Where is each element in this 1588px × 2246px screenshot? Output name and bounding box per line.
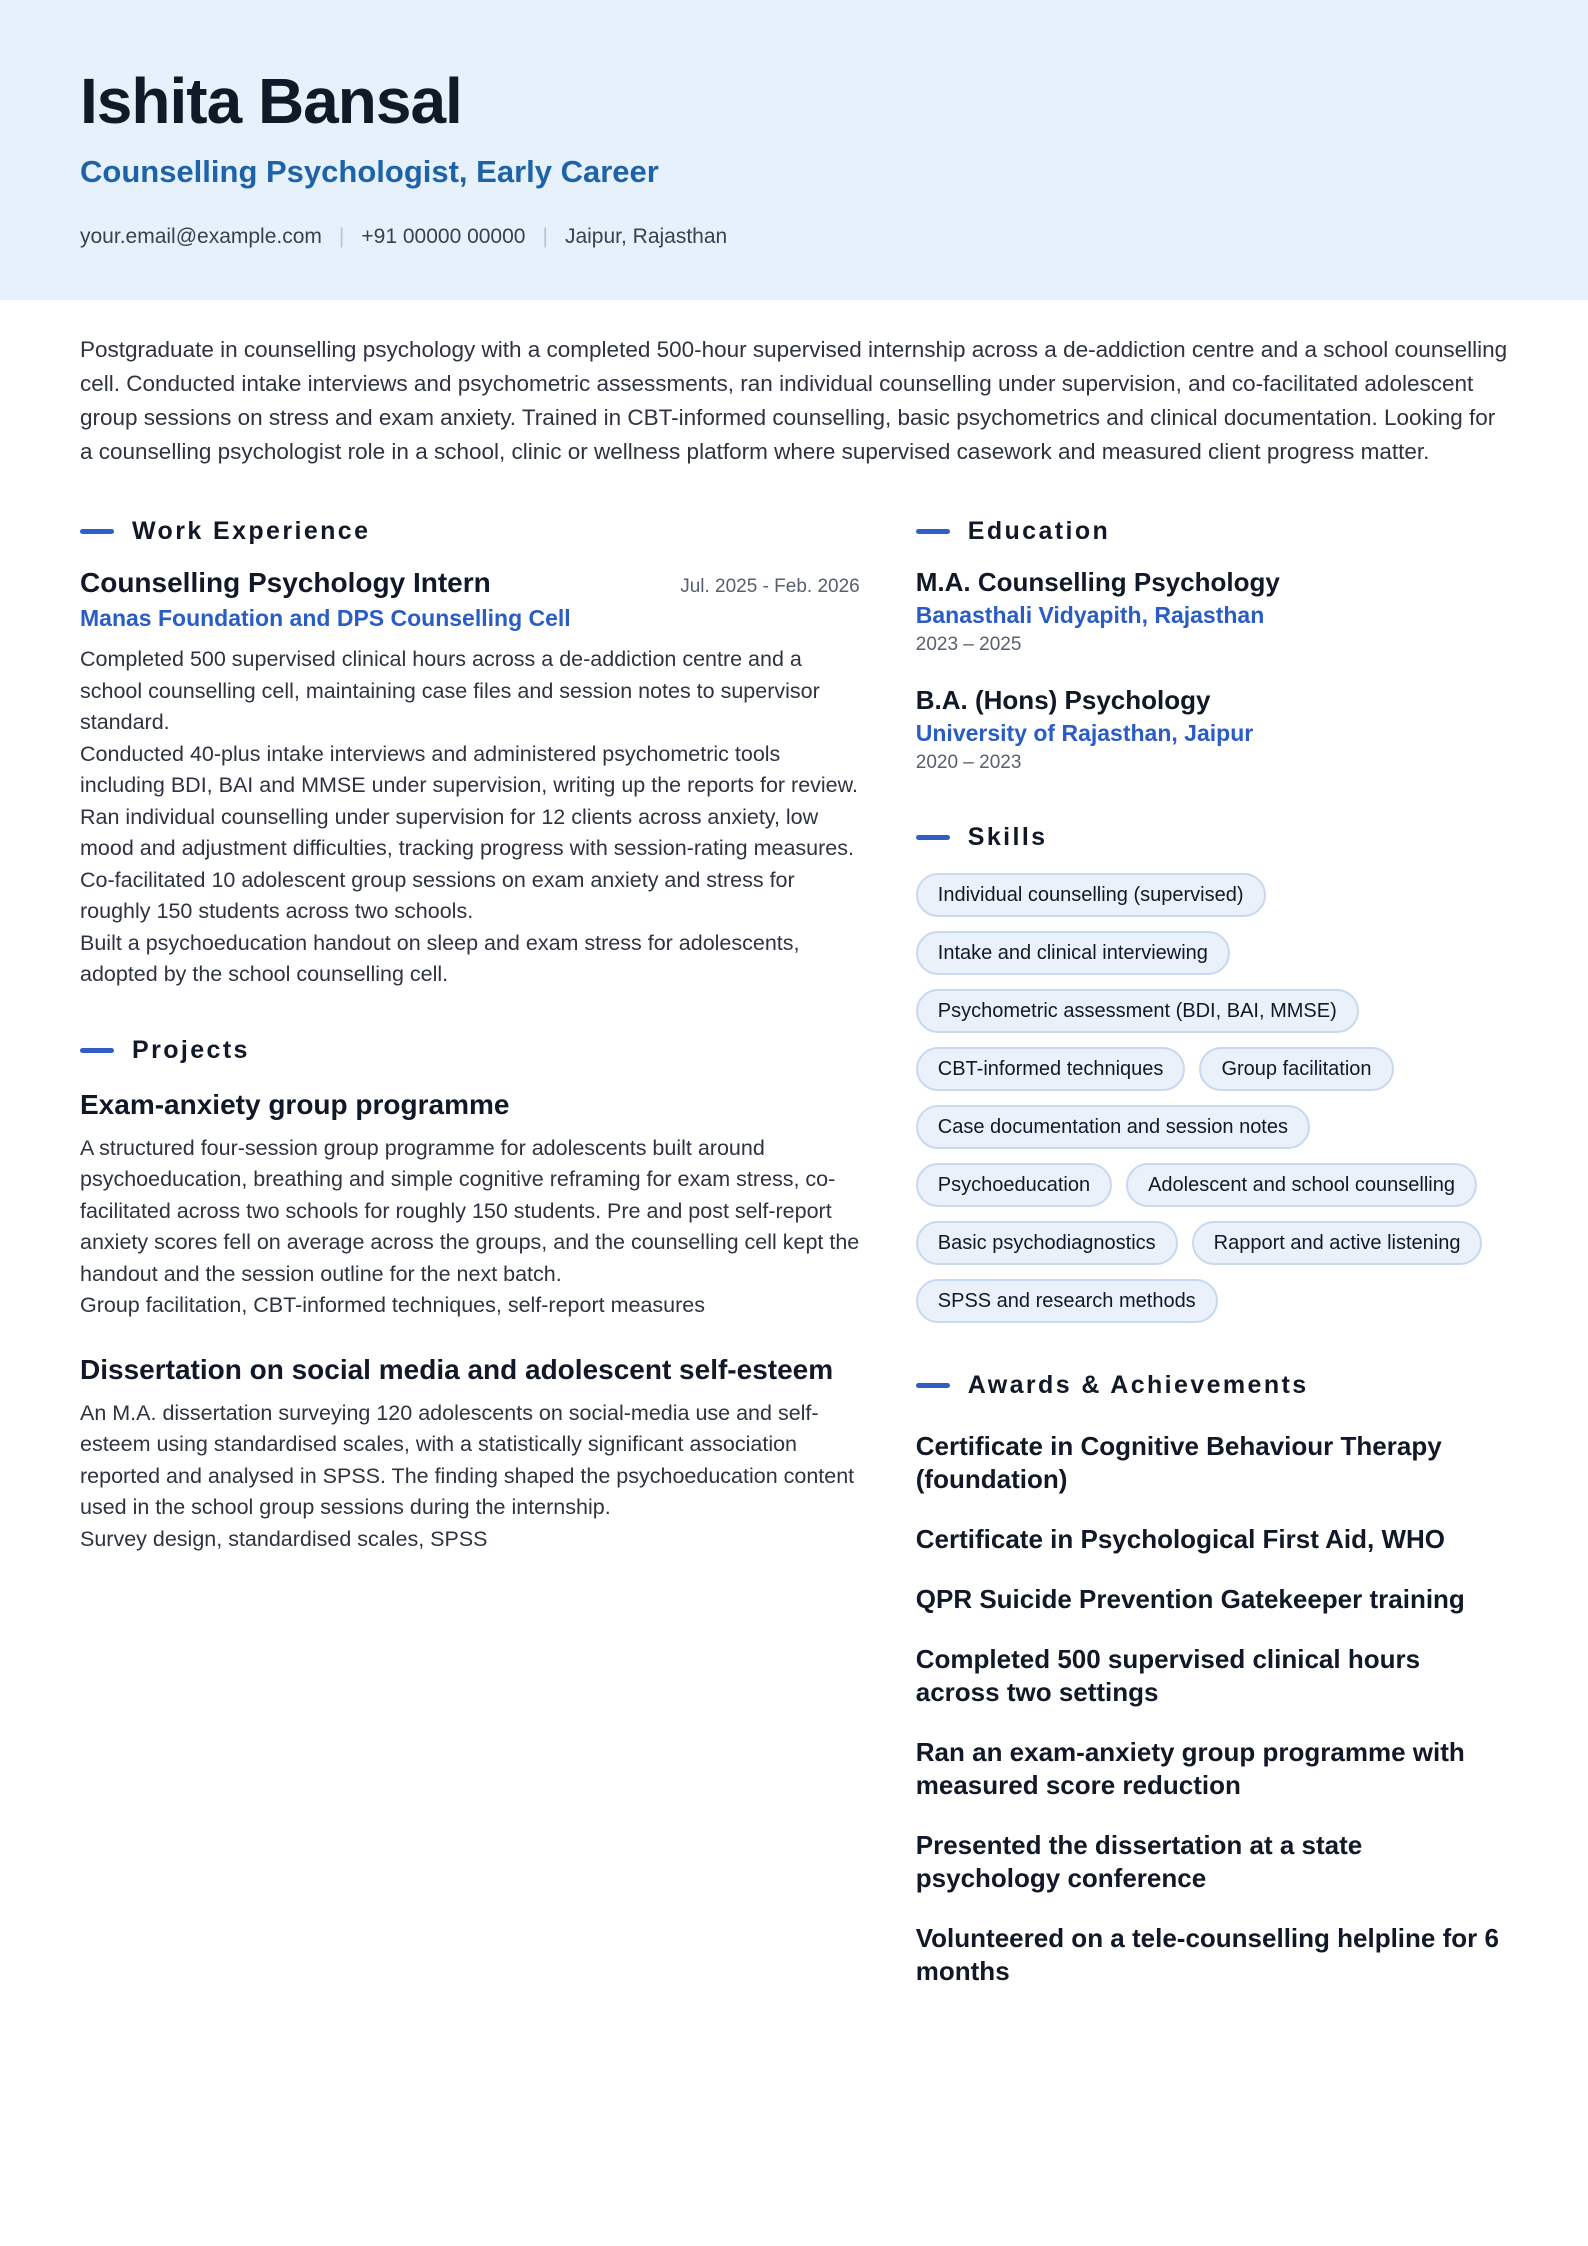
section-heading-label: Projects (132, 1036, 250, 1064)
award-item: Completed 500 supervised clinical hours across two settings (915, 1644, 1421, 1707)
section-heading (80, 1033, 860, 1069)
section-heading (80, 513, 860, 549)
skill-chip: Group facilitation (1199, 1047, 1393, 1091)
section-heading (916, 1367, 1508, 1403)
job-bullet: Ran individual counselling under supervision for 12 clients across anxiety, low mood and adjustment difficulties, tracking progress with session-rating measures. (80, 804, 854, 860)
award-item: Presented the dissertation at a state psychology conference (915, 1830, 1363, 1893)
project-summary: A structured four-session group programme for adolescents built around psychoeducation, breathing and simple cognitive reframing for exam stress, co-facilitated across two schools for roughly 150 students. Pre and post self-report anxiety scores fell on average across the groups, and the counselling cell kept the handout and the session outline for the next batch. (80, 1135, 860, 1286)
job-title: Counselling Psychology Intern (80, 567, 491, 598)
contact-separator: | (338, 225, 345, 248)
candidate-role: Counselling Psychologist, Early Career (80, 154, 659, 189)
contact-phone[interactable]: +91 00000 00000 (361, 225, 526, 248)
skill-chip: Rapport and active listening (1192, 1221, 1483, 1265)
heading-accent-bar (916, 1383, 950, 1388)
skill-chip: Psychometric assessment (BDI, BAI, MMSE) (916, 989, 1359, 1033)
section-heading-label: Awards & Achievements (967, 1370, 1309, 1399)
contact-email[interactable]: your.email@example.com (80, 225, 322, 248)
awards-section (916, 1367, 1508, 1988)
skill-chip: Adolescent and school counselling (1126, 1163, 1477, 1207)
heading-accent-bar (80, 1048, 114, 1053)
job-bullet: Co-facilitated 10 adolescent group sessions on exam anxiety and stress for roughly 150 students across two schools. (80, 867, 795, 923)
skill-chip: Psychoeducation (916, 1163, 1112, 1207)
skill-chip: CBT-informed techniques (916, 1047, 1186, 1091)
job-bullet: Built a psychoeducation handout on sleep and exam stress for adolescents, adopted by the school counselling cell. (80, 930, 800, 986)
education-degree: M.A. Counselling Psychology (915, 567, 1280, 597)
heading-accent-bar (80, 529, 114, 534)
skill-chip: Case documentation and session notes (916, 1105, 1310, 1149)
projects-section (80, 1033, 860, 1556)
skills-section (916, 819, 1508, 1337)
job-bullets (80, 644, 860, 991)
job-entry (80, 567, 860, 991)
education-entry (916, 565, 1508, 659)
skill-chip: Basic psychodiagnostics (916, 1221, 1178, 1265)
skill-chips (916, 873, 1508, 1337)
job-bullet: Completed 500 supervised clinical hours across a de-addiction centre and a school counselling cell, maintaining case files and session notes to supervisor standard. (80, 647, 820, 734)
education-section (916, 513, 1508, 777)
project-description (80, 1398, 860, 1556)
project-tools: Survey design, standardised scales, SPSS (80, 1526, 488, 1551)
content-columns (80, 513, 1508, 1988)
contact-location: Jaipur, Rajasthan (564, 225, 728, 248)
education-years: 2023 – 2025 (915, 634, 1022, 655)
right-column (916, 513, 1508, 1988)
project-title: Dissertation on social media and adolescent self-esteem (80, 1353, 834, 1385)
section-heading (916, 513, 1508, 549)
contact-line (80, 222, 1508, 252)
skill-chip: Intake and clinical interviewing (916, 931, 1230, 975)
section-heading-label: Education (967, 516, 1111, 545)
education-school: Banasthali Vidyapith, Rajasthan (915, 602, 1265, 628)
award-item: Certificate in Psychological First Aid, WHO (915, 1524, 1446, 1554)
candidate-name: Ishita Bansal (80, 65, 462, 137)
heading-accent-bar (916, 835, 950, 840)
project-entry (80, 1352, 860, 1556)
resume-header (0, 0, 1588, 300)
heading-accent-bar (916, 529, 950, 534)
job-bullet: Conducted 40-plus intake interviews and administered psychometric tools including BDI, BAI and MMSE under supervision, writing up the reports for review. (80, 741, 858, 797)
project-entry (80, 1087, 860, 1322)
contact-separator: | (542, 225, 548, 248)
education-entry (916, 683, 1508, 777)
section-heading (916, 819, 1508, 855)
education-years: 2020 – 2023 (915, 752, 1022, 773)
project-summary: An M.A. dissertation surveying 120 adolescents on social-media use and self-esteem using standardised scales, with a statistically significant association reported and analysed in SPSS. The finding shaped the psychoeducation content used in the school group sessions during the internship. (80, 1400, 855, 1519)
award-item: QPR Suicide Prevention Gatekeeper training (915, 1584, 1465, 1614)
education-school: University of Rajasthan, Jaipur (915, 720, 1254, 746)
project-description (80, 1133, 860, 1322)
skill-chip: Individual counselling (supervised) (916, 873, 1266, 917)
award-item: Certificate in Cognitive Behaviour Therapy (foundation) (915, 1431, 1442, 1494)
professional-summary: Postgraduate in counselling psychology with a completed 500-hour supervised internship across a de-addiction centre and a school counselling cell. Conducted intake interviews and psychometric assessments, ran individual counselling under supervision, and co-facilitated adolescent group sessions on stress and exam anxiety. Trained in CBT-informed counselling, basic psychometrics and clinical documentation. Looking for a counselling psychologist role in a school, clinic or wellness platform where supervised casework and measured client progress matter. (80, 337, 1508, 464)
award-item: Volunteered on a tele-counselling helpline for 6 months (915, 1923, 1499, 1986)
award-item: Ran an exam-anxiety group programme with measured score reduction (915, 1737, 1465, 1800)
project-title: Exam-anxiety group programme (80, 1088, 510, 1120)
section-heading-label: Work Experience (132, 516, 371, 545)
education-degree: B.A. (Hons) Psychology (915, 685, 1211, 715)
project-tools: Group facilitation, CBT-informed techniques, self-report measures (80, 1293, 705, 1317)
left-column (80, 513, 860, 1988)
job-header (80, 567, 860, 599)
skill-chip: SPSS and research methods (916, 1279, 1218, 1323)
work-experience-section (80, 513, 860, 991)
job-dates: Jul. 2025 - Feb. 2026 (680, 576, 860, 597)
section-heading-label: Skills (967, 822, 1048, 851)
job-organization: Manas Foundation and DPS Counselling Cell (80, 605, 571, 631)
